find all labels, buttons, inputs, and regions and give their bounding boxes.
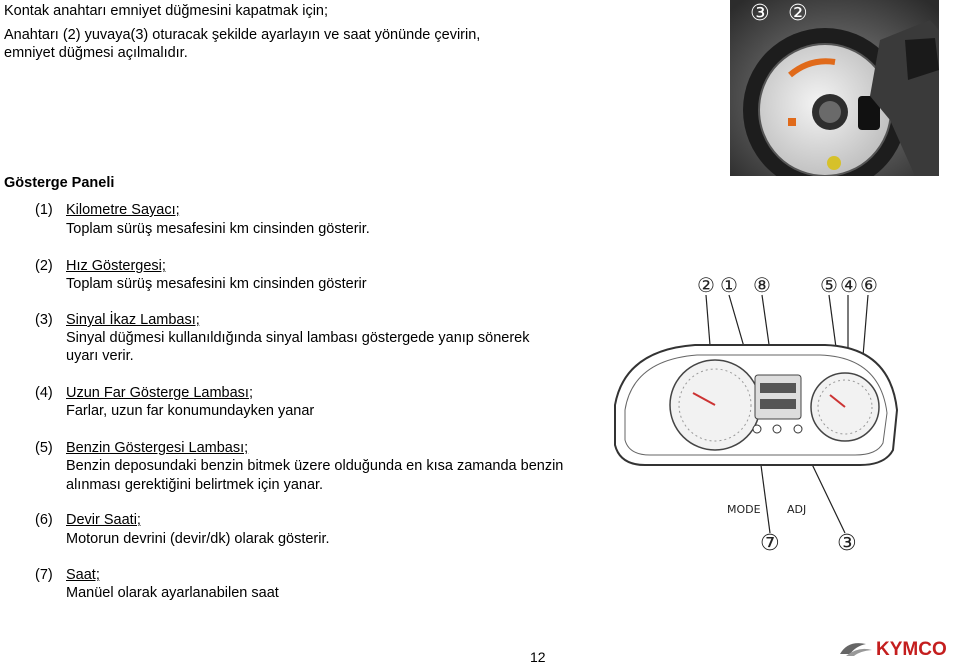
item-title: Kilometre Sayacı; <box>66 202 180 218</box>
brand-text: KYMCO <box>876 639 947 660</box>
callout-4: ④ <box>840 275 858 297</box>
item-desc: Manüel olarak ayarlanabilen saat <box>66 585 279 601</box>
item-title: Devir Saati; <box>66 512 141 528</box>
ignition-switch-illustration <box>730 0 939 176</box>
item-number: (4) <box>35 385 53 401</box>
item-desc: Farlar, uzun far konumundayken yanar <box>66 403 315 419</box>
kymco-logo <box>838 636 956 665</box>
callout-1: ① <box>720 275 738 297</box>
adj-label: ADJ <box>787 503 807 516</box>
item-number: (1) <box>35 202 53 218</box>
callout-3: ③ <box>750 1 770 26</box>
intro-line-1: Anahtarı (2) yuvaya(3) oturacak şekilde ayarlayın ve saat yönünde çevirin, <box>4 27 481 43</box>
intro-heading: Kontak anahtarı emniyet düğmesini kapatmak için; <box>4 3 329 19</box>
callout-2: ② <box>697 275 715 297</box>
item-title: Uzun Far Gösterge Lambası; <box>66 385 253 401</box>
item-title: Hız Göstergesi; <box>66 258 166 274</box>
dashboard-diagram <box>605 275 905 565</box>
callout-3: ③ <box>837 531 857 556</box>
item-number: (7) <box>35 567 53 583</box>
page-number: 12 <box>530 649 546 665</box>
callout-5: ⑤ <box>820 275 838 297</box>
item-number: (3) <box>35 312 53 328</box>
item-title: Sinyal İkaz Lambası; <box>66 312 200 328</box>
intro-line-2: emniyet düğmesi açılmalıdır. <box>4 45 188 61</box>
item-desc: alınması gerektiğini belirtmek için yanar. <box>66 477 324 493</box>
callout-8: ⑧ <box>753 275 771 297</box>
section-title: Gösterge Paneli <box>4 175 115 191</box>
callout-6: ⑥ <box>860 275 878 297</box>
item-desc: Benzin deposundaki benzin bitmek üzere olduğunda en kısa zamanda benzin <box>66 458 564 474</box>
item-title: Saat; <box>66 567 100 583</box>
item-desc: Motorun devrini (devir/dk) olarak gösterir. <box>66 531 330 547</box>
item-desc: Sinyal düğmesi kullanıldığında sinyal lambası göstergede yanıp sönerek <box>66 330 530 346</box>
ignition-switch-photo <box>730 0 939 176</box>
item-title: Benzin Göstergesi Lambası; <box>66 440 249 456</box>
item-desc: uyarı verir. <box>66 348 134 364</box>
item-desc: Toplam sürüş mesafesini km cinsinden gösterir. <box>66 221 370 237</box>
item-desc: Toplam sürüş mesafesini km cinsinden gösterir <box>66 276 367 292</box>
instrument-cluster-illustration <box>605 275 905 565</box>
item-number: (5) <box>35 440 53 456</box>
callout-2: ② <box>788 1 808 26</box>
item-number: (6) <box>35 512 53 528</box>
item-number: (2) <box>35 258 53 274</box>
callout-7: ⑦ <box>760 531 780 556</box>
mode-label: MODE <box>727 503 761 516</box>
